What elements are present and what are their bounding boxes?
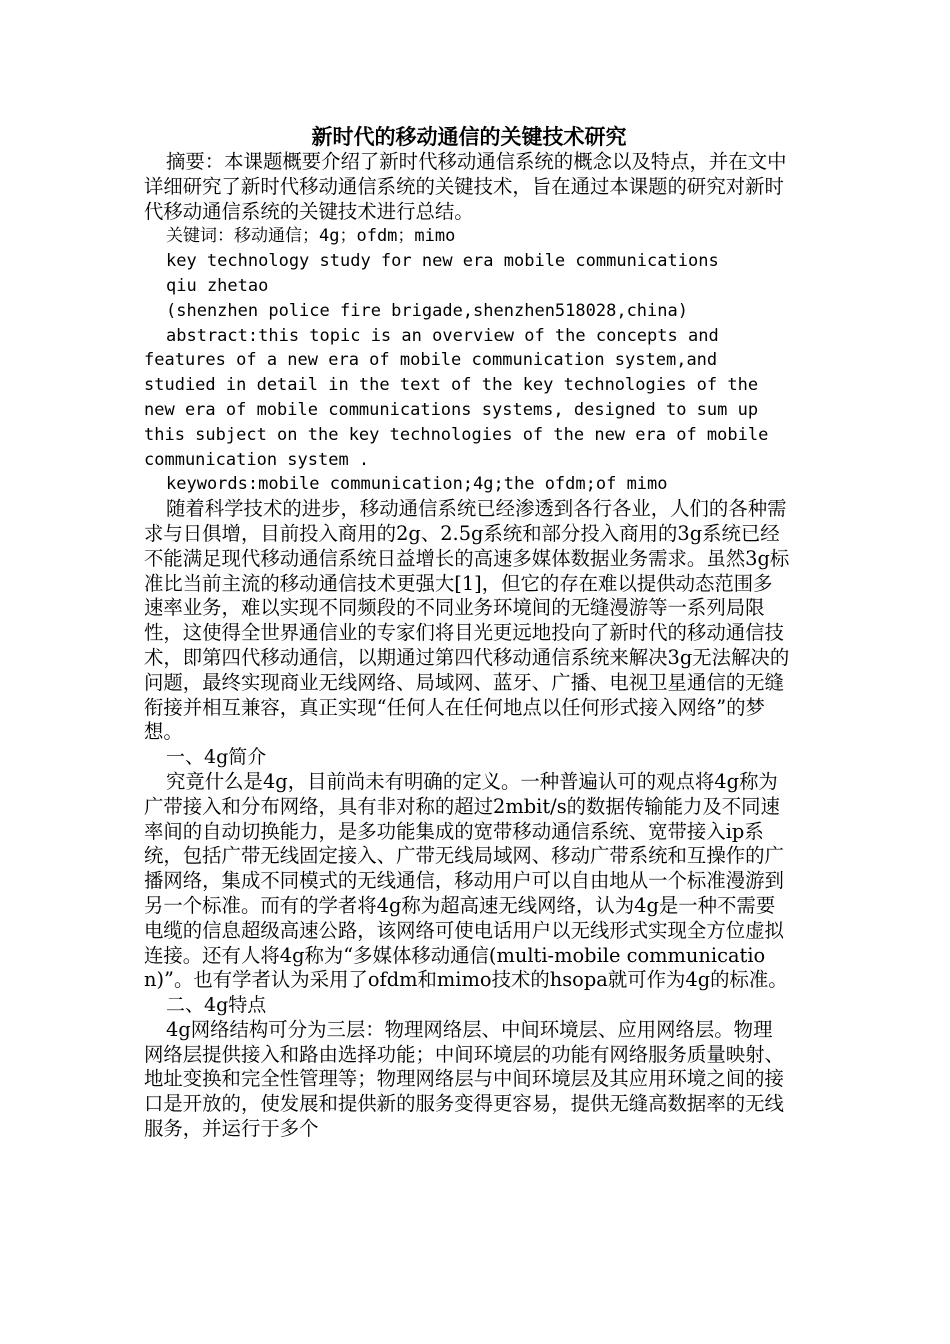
keywords-chinese: 关键词：移动通信；4g；ofdm；mimo <box>166 226 456 247</box>
english-title: key technology study for new era mobile communications <box>166 251 719 272</box>
english-affiliation: (shenzhen police fire brigade,shenzhen518028,china) <box>166 300 688 321</box>
abstract-chinese: 摘要：本课题概要介绍了新时代移动通信系统的概念以及特点，并在文中详细研究了新时代移动通信系统的关键技术，旨在通过本课题的研究对新时代移动通信系统的关键技术进行总结。 <box>144 150 787 223</box>
section-1-paragraph: 究竟什么是4g，目前尚未有明确的定义。一种普遍认可的观点将4g称为广带接入和分布网络，具有非对称的超过2mbit/s的数据传输能力及不同速率间的自动切换能力，是多功能集成的宽带移动通信系统、宽带接入ip系统，包括广带无线固定接入、广带无线局域网、移动广带系统和互操作的广播网络，集成不同模式的无线通信，移动用户可以自由地从一个标准漫游到另一个标准。而有的学者将4g称为超高速无线网络，认为4g是一种不需要电缆的信息超级高速公路，该网络可使电话用户以无线形式实现全方位虚拟连接。还有人将4g称为“多媒体移动通信(multi-mobile communication)”。也有学者认为采用了ofdm和mimo技术的hsopa就可作为4g的标准。 <box>144 769 788 992</box>
document-title: 新时代的移动通信的关键技术研究 <box>311 125 627 149</box>
section-2-heading: 二、4g特点 <box>166 994 267 1017</box>
abstract-english: abstract:this topic is an overview of the concepts and features of a new era of mobile communication system,and studied in detail in the text of the key technologies of the new era of mobile communications systems, designed to sum up this subject on the key technologies of the new era of mobile communication system . <box>144 325 769 470</box>
introduction-paragraph: 随着科学技术的进步，移动通信系统已经渗透到各行各业，人们的各种需求与日俱增，目前投入商用的2g、2.5g系统和部分投入商用的3g系统已经不能满足现代移动通信系统日益增长的高速多媒体数据业务需求。虽然3g标准比当前主流的移动通信技术更强大[1]，但它的存在难以提供动态范围多速率业务，难以实现不同频段的不同业务环境间的无缝漫游等一系列局限性，这使得全世界通信业的专家们将目光更远地投向了新时代的移动通信技术，即第四代移动通信，以期通过第四代移动通信系统来解决3g无法解决的问题，最终实现商业无线网络、局域网、蓝牙、广播、电视卫星通信的无缝衔接并相互兼容，真正实现“任何人在任何地点以任何形式接入网络”的梦想。 <box>144 497 790 744</box>
section-2-paragraph: 4g网络结构可分为三层：物理网络层、中间环境层、应用网络层。物理网络层提供接入和路由选择功能；中间环境层的功能有网络服务质量映射、地址变换和完全性管理等；物理网络层与中间环境层及其应用环境之间的接口是开放的，使发展和提供新的服务变得更容易，提供无缝高数据率的无线服务，并运行于多个 <box>144 1017 784 1141</box>
document-page <box>144 124 790 1142</box>
english-author: qiu zhetao <box>166 275 269 296</box>
section-1-heading: 一、4g简介 <box>166 746 267 769</box>
keywords-english: keywords:mobile communication;4g;the ofdm;of mimo <box>166 474 668 495</box>
